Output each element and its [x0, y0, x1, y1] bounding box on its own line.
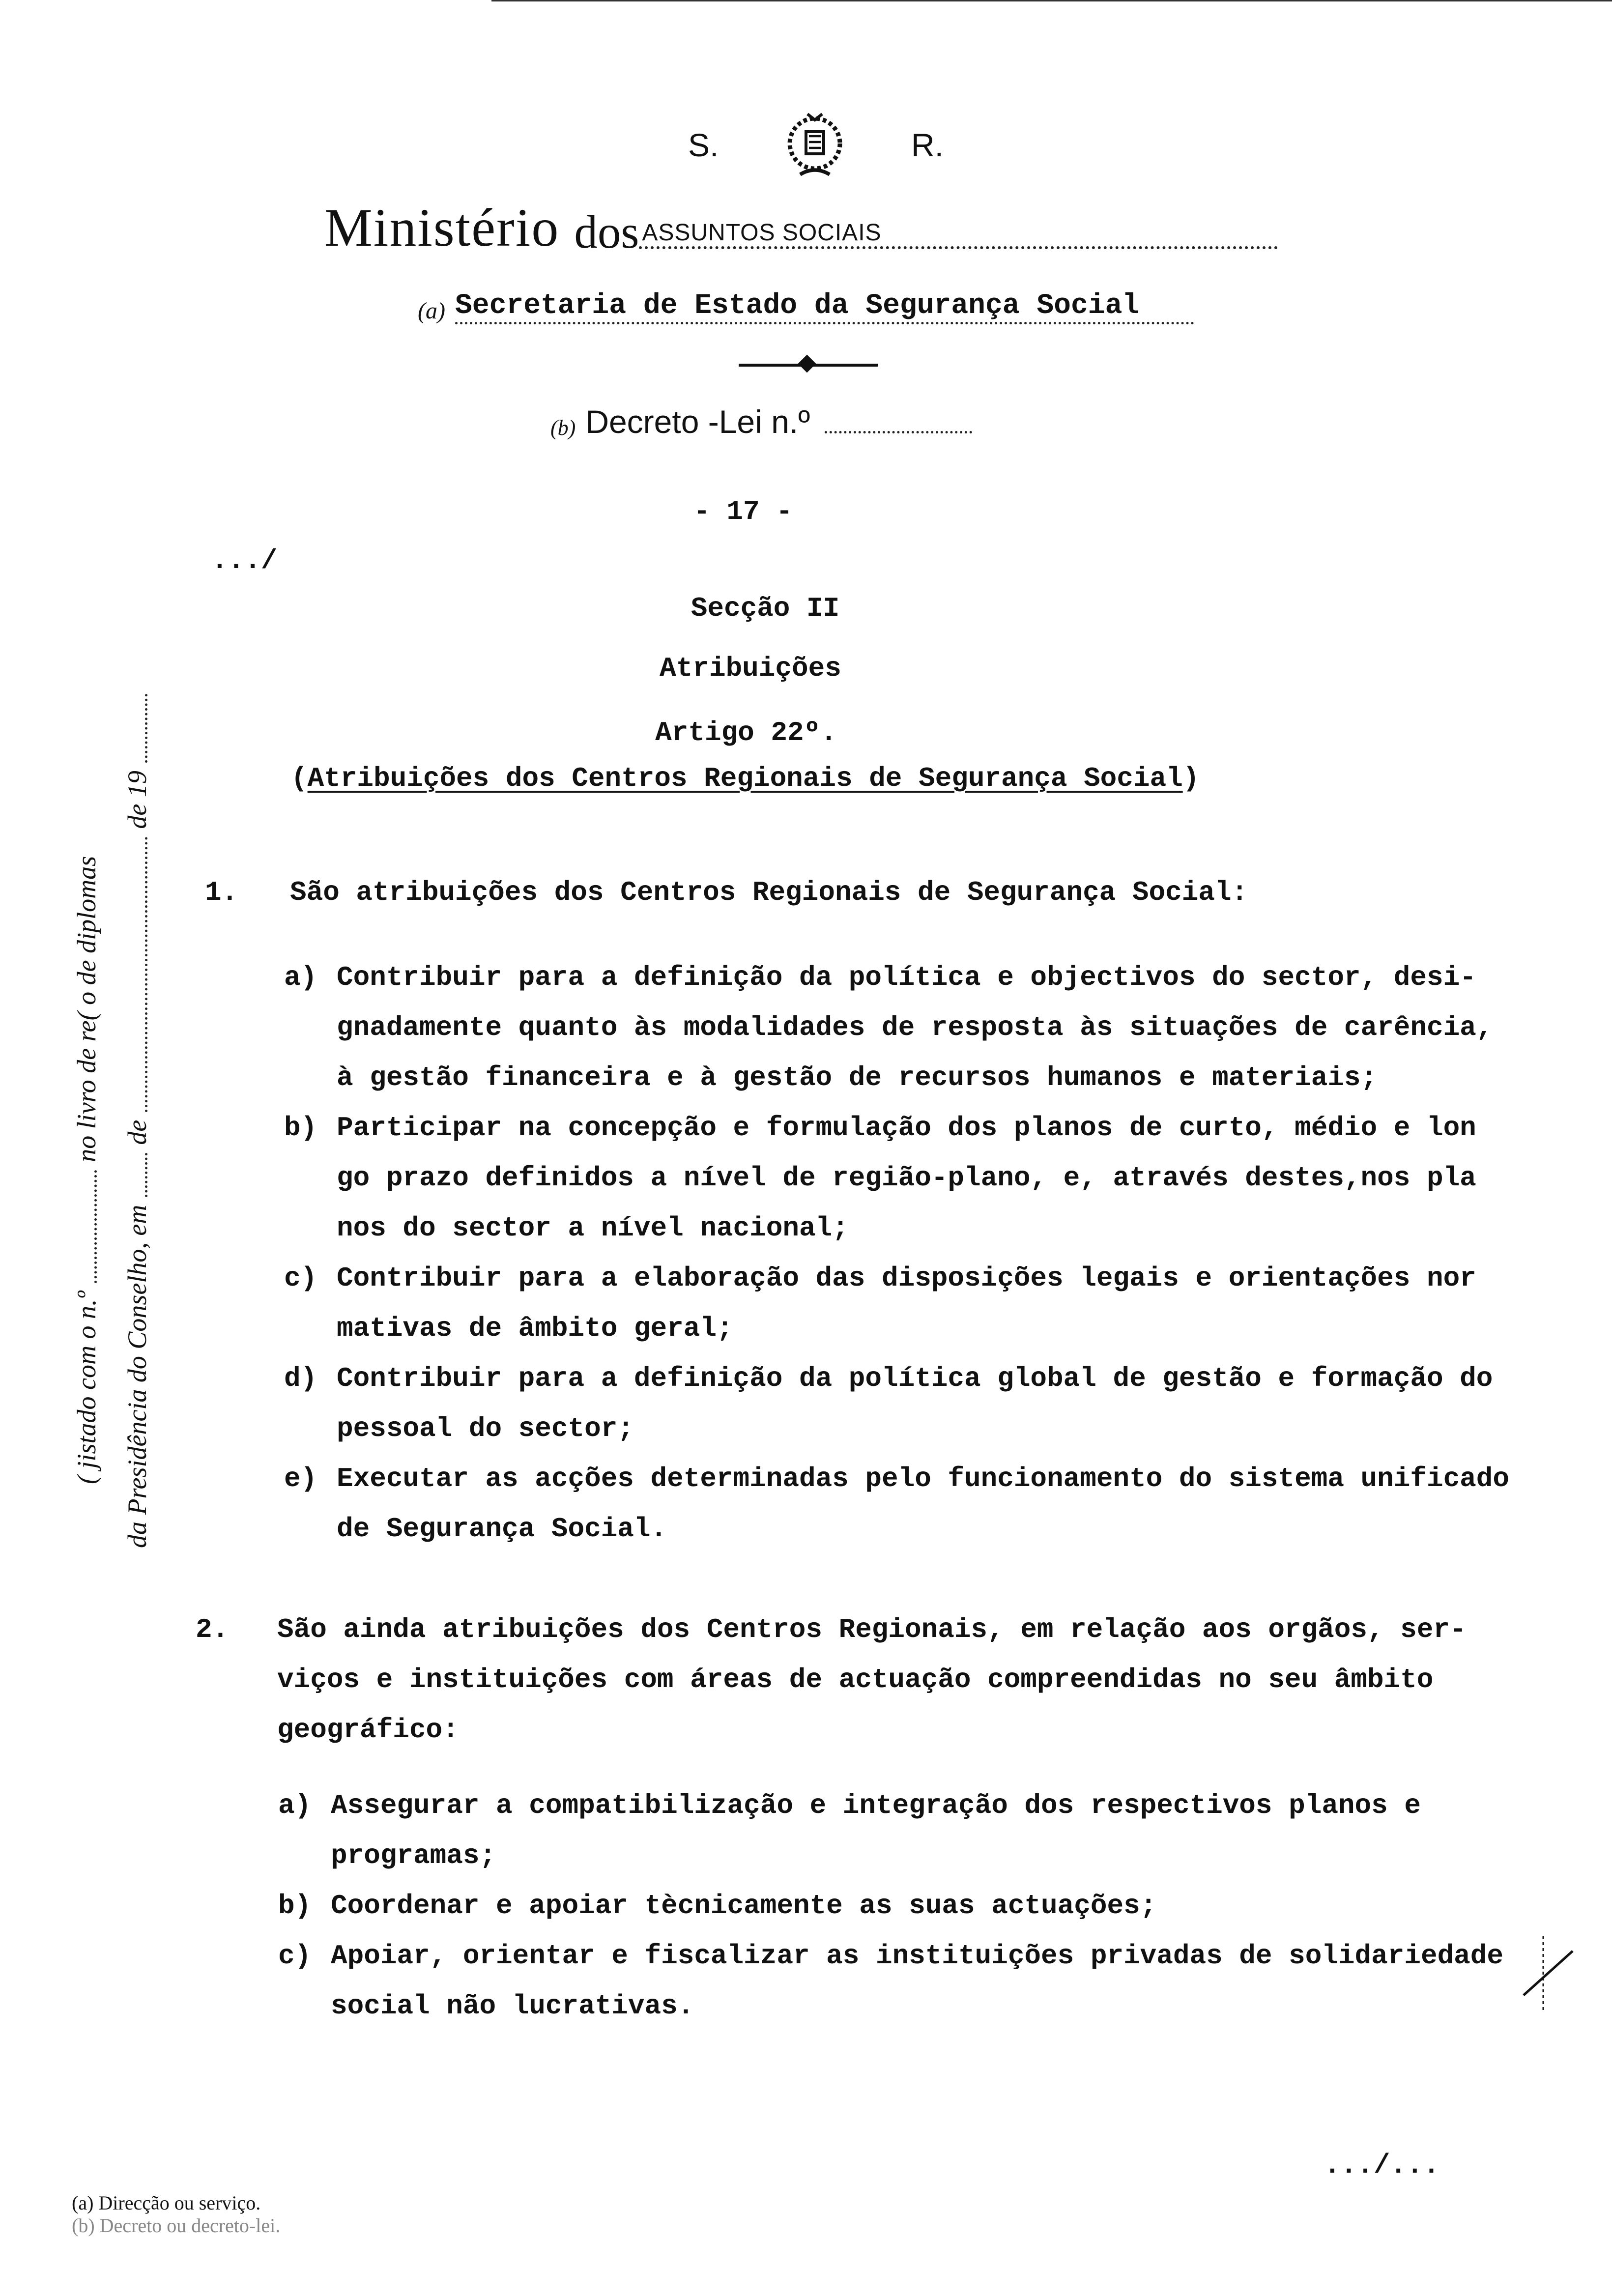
item-line: Participar na concepção e formulação dos planos de curto, médio e lon: [337, 1112, 1476, 1144]
footnote: (b) Decreto ou decreto-lei.: [72, 2214, 281, 2237]
list-item: [278, 1931, 1503, 2031]
item-label: e): [284, 1463, 317, 1494]
margin-note-text: de: [122, 1119, 152, 1145]
list-item: [284, 1353, 1509, 1454]
secretaria-line: [418, 290, 1194, 324]
margin-note-text: de 19: [122, 771, 152, 829]
item-line: programas;: [331, 1840, 496, 1871]
item-line: gnadamente quanto às modalidades de resposta às situações de carência,: [337, 1012, 1493, 1043]
section-title: Atribuições: [660, 653, 841, 684]
paren: ): [1182, 763, 1200, 794]
decreto-number-blank: [825, 431, 972, 433]
decreto-marker: (b): [550, 416, 576, 440]
continued-from: .../: [211, 545, 278, 576]
decreto-line: [550, 403, 972, 440]
paragraph-2-number: 2.: [196, 1614, 229, 1645]
item-label: b): [278, 1890, 312, 1922]
article-subtitle-text: Atribuições dos Centros Regionais de Segurança Social: [307, 763, 1183, 794]
right-initial: R.: [911, 127, 944, 163]
blank-field: [145, 694, 147, 763]
secretaria-marker: (a): [418, 298, 445, 324]
list-item: [284, 1454, 1509, 1554]
item-line: Contribuir para a elaboração das disposições legais e orientações nor: [337, 1263, 1476, 1294]
page-edge-line: [491, 0, 1612, 1]
item-line: Executar as acções determinadas pelo funcionamento do sistema unificado: [337, 1463, 1509, 1494]
lead-line: viços e instituições com áreas de actuação compreendidas no seu âmbito: [277, 1664, 1434, 1695]
article-number: Artigo 22º.: [655, 717, 837, 748]
list-item: [284, 1103, 1509, 1253]
lead-line: São ainda atribuições dos Centros Regionais, em relação aos orgãos, ser-: [277, 1614, 1467, 1645]
blank-field: [145, 1153, 147, 1197]
decreto-label: Decreto -Lei n.º: [585, 403, 810, 440]
blank-field: [145, 837, 147, 1112]
list-item: [284, 1253, 1509, 1353]
item-line: de Segurança Social.: [337, 1513, 667, 1545]
item-line: Assegurar a compatibilização e integração dos respectivos planos e: [331, 1790, 1421, 1821]
ministry-prefix: Ministério: [324, 198, 560, 258]
margin-check-mark: [1519, 1931, 1578, 2015]
item-line: à gestão financeira e à gestão de recursos humanos e materiais;: [337, 1062, 1378, 1093]
paragraph-1-number: 1.: [205, 877, 238, 908]
ministry-line: [324, 197, 1278, 259]
item-line: mativas de âmbito geral;: [337, 1313, 733, 1344]
coat-of-arms-icon: [778, 108, 852, 182]
margin-note-text: no livro de re( o de diplomas: [72, 856, 101, 1162]
paragraph-2-lead: [277, 1605, 1467, 1755]
paragraph-1-items: [284, 952, 1509, 1554]
item-line: go prazo definidos a nível de região-plano, e, através destes,nos pla: [337, 1162, 1476, 1194]
footnote: (a) Direcção ou serviço.: [72, 2192, 261, 2214]
ministry-dos: dos: [574, 206, 639, 258]
item-line: pessoal do sector;: [337, 1413, 634, 1444]
article-subtitle: [291, 753, 1199, 804]
item-label: c): [284, 1263, 317, 1294]
ministry-name: ASSUNTOS SOCIAIS: [639, 219, 1278, 249]
item-label: a): [278, 1790, 312, 1821]
item-label: d): [284, 1363, 317, 1394]
item-line: social não lucrativas.: [331, 1990, 694, 2022]
paragraph-1-lead: São atribuições dos Centros Regionais de Segurança Social:: [290, 877, 1248, 908]
paren: (: [291, 763, 308, 794]
margin-registration-note-1: [71, 856, 102, 1484]
margin-registration-note-2: [122, 686, 152, 1548]
left-initial: S.: [688, 127, 719, 163]
secretaria-name: Secretaria de Estado da Segurança Social: [455, 290, 1194, 324]
list-item: [278, 1780, 1503, 1881]
ornamental-divider: [739, 364, 878, 367]
section-heading: Secção II: [691, 593, 840, 624]
page-number: - 17 -: [693, 496, 793, 527]
margin-note-text: ( jistado com o n.º: [72, 1291, 101, 1484]
list-item: [284, 952, 1509, 1103]
item-line: Contribuir para a definição da política e objectivos do sector, desi-: [337, 962, 1476, 993]
footnotes: [72, 2192, 280, 2237]
blank-field: [94, 1170, 97, 1283]
item-label: c): [278, 1940, 312, 1972]
state-emblem-header: [688, 111, 944, 179]
list-item: [278, 1881, 1503, 1931]
item-label: a): [284, 962, 317, 993]
continued-to: .../...: [1324, 2150, 1440, 2181]
margin-note-text: da Presidência do Conselho, em: [122, 1205, 152, 1548]
paragraph-2-items: [278, 1780, 1503, 2031]
item-line: nos do sector a nível nacional;: [337, 1212, 849, 1244]
item-line: Coordenar e apoiar tècnicamente as suas actuações;: [331, 1890, 1157, 1922]
item-label: b): [284, 1112, 317, 1144]
item-line: Apoiar, orientar e fiscalizar as instituições privadas de solidariedade: [331, 1940, 1503, 1972]
lead-line: geográfico:: [277, 1714, 459, 1746]
item-line: Contribuir para a definição da política global de gestão e formação do: [337, 1363, 1493, 1394]
